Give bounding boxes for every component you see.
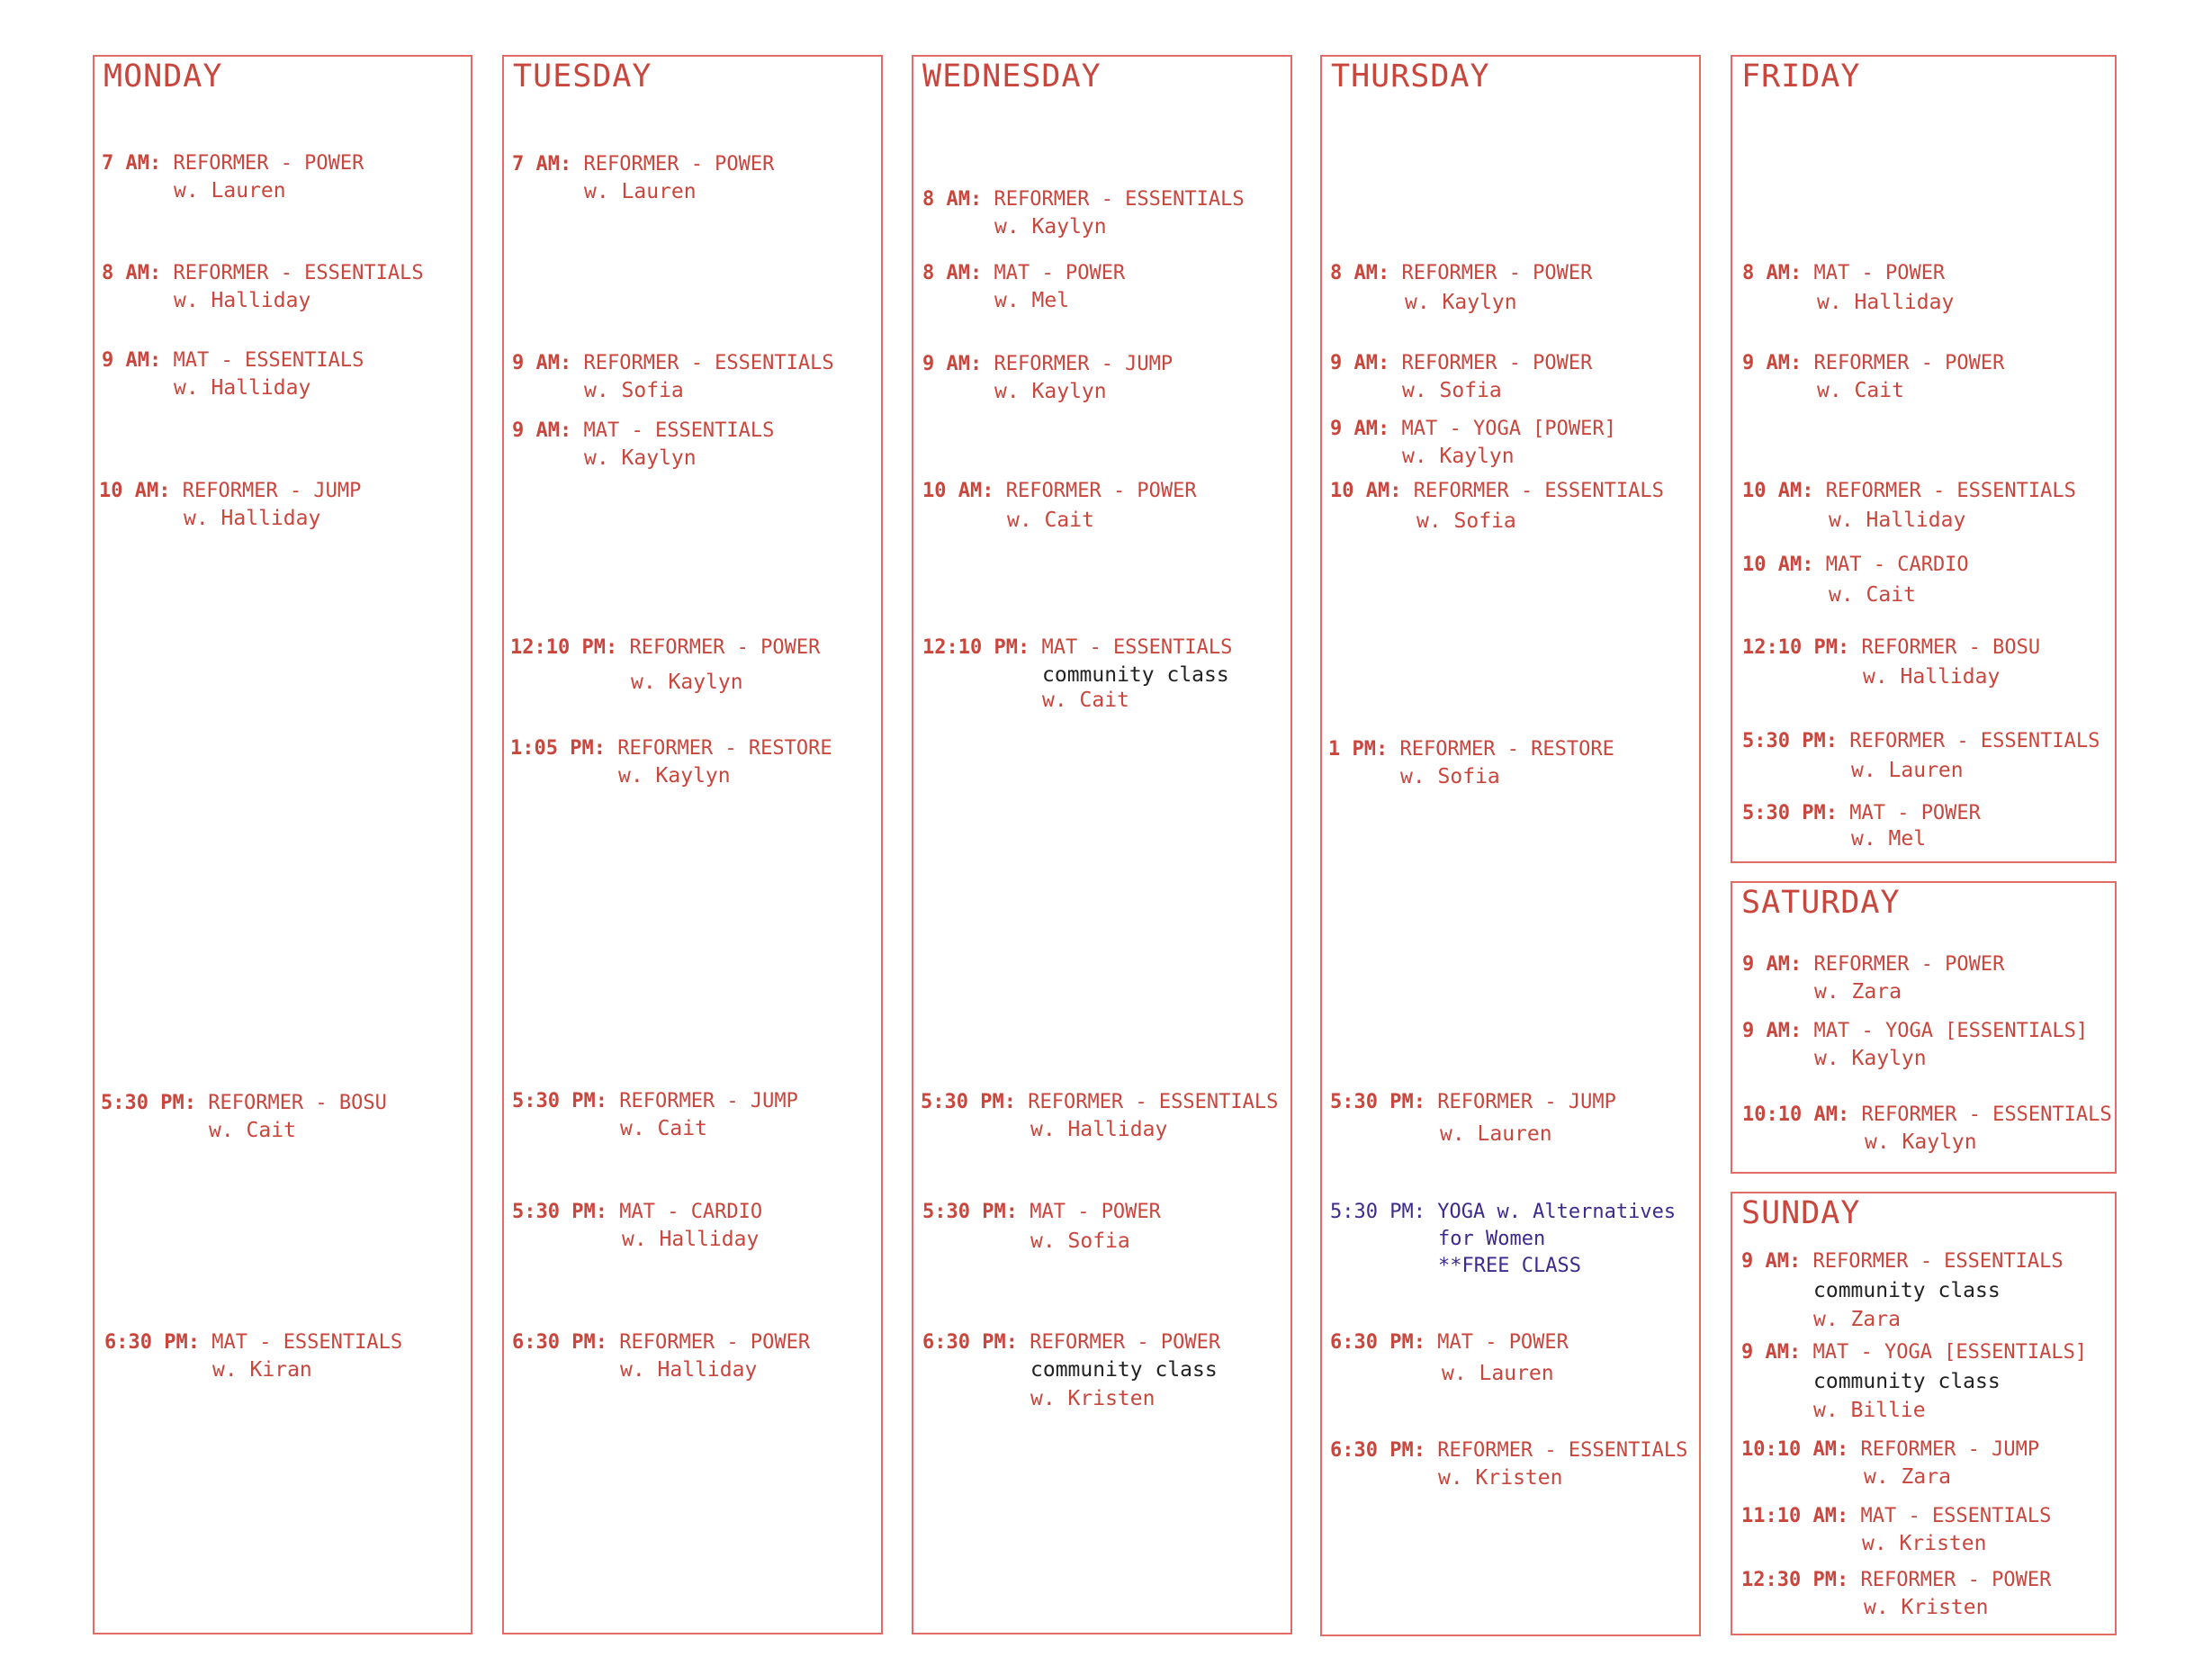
class-entry[interactable] xyxy=(102,260,424,314)
class-name: REFORMER - ESSENTIALS xyxy=(173,262,424,284)
class-entry[interactable] xyxy=(512,418,774,472)
class-time: 9 AM: xyxy=(1741,1250,1802,1273)
class-entry[interactable] xyxy=(102,347,364,401)
class-instructor: w. Kristen xyxy=(1864,1596,1989,1619)
class-time: 5:30 PM: xyxy=(922,1201,1018,1223)
class-time: 8 AM: xyxy=(922,188,983,211)
class-time: 12:30 PM: xyxy=(1741,1569,1849,1591)
class-time: 6:30 PM: xyxy=(922,1331,1018,1354)
class-instructor: w. Mel xyxy=(994,289,1070,312)
class-time: 6:30 PM: xyxy=(104,1331,200,1354)
class-entry[interactable] xyxy=(512,1199,762,1253)
class-entry[interactable] xyxy=(510,635,820,696)
class-instructor: w. Kaylyn xyxy=(1405,291,1517,314)
class-instructor: w. Kristen xyxy=(1438,1466,1563,1490)
class-note: community class xyxy=(1042,663,1229,687)
class-time: 5:30 PM: xyxy=(1330,1091,1425,1113)
class-time: 12:10 PM: xyxy=(1742,636,1850,659)
class-time: 9 AM: xyxy=(102,349,162,372)
day-column-sunday xyxy=(1731,1192,2117,1635)
class-entry[interactable] xyxy=(1742,1102,2112,1156)
class-note: community class xyxy=(1030,1358,1218,1382)
class-name: REFORMER - POWER xyxy=(1813,953,2005,976)
class-instructor: w. Lauren xyxy=(584,180,697,203)
day-column-monday xyxy=(93,55,472,1634)
class-instructor: w. Zara xyxy=(1864,1465,1951,1489)
class-instructor: w. Lauren xyxy=(1442,1362,1554,1385)
class-entry[interactable] xyxy=(1742,800,1981,852)
class-entry[interactable] xyxy=(1742,951,2004,1005)
class-time: 5:30 PM: xyxy=(512,1090,607,1112)
class-instructor: w. Zara xyxy=(1813,1308,1901,1331)
class-time: 9 AM: xyxy=(512,419,572,442)
class-entry[interactable] xyxy=(922,186,1245,240)
class-time: 10 AM: xyxy=(1330,480,1402,502)
class-time: 9 AM: xyxy=(1330,352,1390,374)
class-time: 7 AM: xyxy=(512,153,572,176)
class-instructor: w. Billie xyxy=(1813,1399,1926,1422)
class-name: REFORMER - POWER xyxy=(1813,352,2005,374)
class-entry[interactable] xyxy=(512,1088,798,1142)
class-entry[interactable] xyxy=(512,350,834,404)
day-title: WEDNESDAY xyxy=(922,59,1102,95)
class-name: MAT - YOGA [POWER] xyxy=(1401,418,1616,440)
class-instructor: w. Cait xyxy=(1817,379,1904,402)
class-name: YOGA w. Alternatives xyxy=(1437,1201,1677,1223)
class-entry-special[interactable] xyxy=(1330,1199,1676,1280)
class-entry[interactable] xyxy=(922,260,1125,314)
class-name: MAT - YOGA [ESSENTIALS] xyxy=(1813,1020,2089,1042)
class-entry[interactable] xyxy=(510,735,832,789)
class-entry[interactable] xyxy=(99,478,361,532)
class-instructor: w. Kristen xyxy=(1862,1532,1987,1555)
class-entry[interactable] xyxy=(1741,1436,2039,1490)
class-entry[interactable] xyxy=(1330,350,1592,404)
class-note: community class xyxy=(1813,1370,2001,1393)
class-name: REFORMER - POWER xyxy=(629,636,821,659)
class-entry[interactable] xyxy=(1741,1567,2051,1621)
class-time: 9 AM: xyxy=(1742,352,1803,374)
class-entry[interactable] xyxy=(922,351,1173,405)
day-column-saturday xyxy=(1731,881,2117,1174)
class-name: MAT - ESSENTIALS xyxy=(211,1331,403,1354)
class-name: REFORMER - ESSENTIALS xyxy=(1028,1091,1279,1113)
class-entry[interactable] xyxy=(922,1199,1161,1255)
class-entry[interactable] xyxy=(1330,478,1664,535)
class-time: 6:30 PM: xyxy=(512,1331,607,1354)
class-name: REFORMER - ESSENTIALS xyxy=(1849,730,2100,752)
class-name: REFORMER - JUMP xyxy=(994,353,1173,375)
class-time: 10 AM: xyxy=(99,480,171,502)
class-instructor: w. Halliday xyxy=(174,289,311,312)
class-entry[interactable] xyxy=(921,1089,1278,1143)
day-column-thursday xyxy=(1320,55,1701,1636)
class-instructor: w. Cait xyxy=(209,1119,296,1142)
class-instructor: w. Halliday xyxy=(1817,291,1955,314)
class-entry[interactable] xyxy=(1742,552,1969,608)
class-note: community class xyxy=(1813,1279,2001,1302)
class-time: 9 AM: xyxy=(1742,1020,1803,1042)
day-column-tuesday xyxy=(502,55,883,1634)
class-name: REFORMER - ESSENTIALS xyxy=(1825,480,2076,502)
class-name: REFORMER - POWER xyxy=(619,1331,811,1354)
class-entry[interactable] xyxy=(1741,1503,2051,1557)
class-instructor: w. Cait xyxy=(1007,509,1094,532)
class-entry[interactable] xyxy=(922,635,1232,714)
class-entry[interactable] xyxy=(922,1329,1220,1412)
class-entry[interactable] xyxy=(1742,1018,2088,1072)
class-name: REFORMER - ESSENTIALS xyxy=(1861,1103,2112,1126)
class-time: 8 AM: xyxy=(102,262,162,284)
class-instructor: w. Kaylyn xyxy=(1402,445,1515,468)
class-entry[interactable] xyxy=(102,150,364,204)
class-name: MAT - POWER xyxy=(1849,802,1981,824)
class-name: REFORMER - BOSU xyxy=(1861,636,2041,659)
class-instructor: w. Kaylyn xyxy=(631,671,743,694)
class-time: 9 AM: xyxy=(512,352,572,374)
class-name: REFORMER - ESSENTIALS xyxy=(1437,1439,1688,1462)
class-time: 6:30 PM: xyxy=(1330,1331,1425,1354)
day-title: SATURDAY xyxy=(1741,885,1901,921)
class-instructor: w. Cait xyxy=(1829,583,1916,607)
class-instructor: w. Halliday xyxy=(184,507,321,530)
class-name: MAT - ESSENTIALS xyxy=(583,419,775,442)
class-name: REFORMER - POWER xyxy=(173,152,364,175)
class-instructor: w. Halliday xyxy=(1863,665,2001,689)
class-instructor: w. Zara xyxy=(1814,980,1902,1004)
class-name: REFORMER - POWER xyxy=(1401,262,1593,284)
class-name: REFORMER - RESTORE xyxy=(1399,738,1614,761)
class-time: 10:10 AM: xyxy=(1741,1438,1849,1461)
class-time: 8 AM: xyxy=(1330,262,1390,284)
class-name: MAT - POWER xyxy=(994,262,1126,284)
class-name: MAT - ESSENTIALS xyxy=(173,349,364,372)
day-title: SUNDAY xyxy=(1741,1195,1861,1231)
class-name: MAT - ESSENTIALS xyxy=(1041,636,1233,659)
class-name: REFORMER - POWER xyxy=(1030,1331,1221,1354)
class-time: 9 AM: xyxy=(1742,953,1803,976)
class-time: 9 AM: xyxy=(1741,1341,1802,1364)
class-entry[interactable] xyxy=(512,1329,810,1383)
day-column-friday xyxy=(1731,55,2117,863)
day-column-wednesday xyxy=(912,55,1292,1634)
class-entry[interactable] xyxy=(1328,736,1614,790)
class-entry[interactable] xyxy=(1330,260,1592,316)
class-entry[interactable] xyxy=(512,151,774,205)
class-name: REFORMER - ESSENTIALS xyxy=(1413,480,1664,502)
class-name: REFORMER - BOSU xyxy=(208,1092,387,1114)
class-name: REFORMER - POWER xyxy=(1401,352,1593,374)
day-title: FRIDAY xyxy=(1741,59,1861,95)
class-name: REFORMER - JUMP xyxy=(1860,1438,2040,1461)
class-instructor: w. Mel xyxy=(1851,827,1927,851)
class-entry[interactable] xyxy=(1741,1339,2087,1424)
class-entry[interactable] xyxy=(104,1329,402,1383)
free-class-label: **FREE CLASS xyxy=(1438,1255,1581,1277)
class-entry[interactable] xyxy=(1330,1089,1616,1148)
class-instructor: w. Kristen xyxy=(1030,1387,1155,1410)
class-time: 7 AM: xyxy=(102,152,162,175)
class-instructor: w. Kaylyn xyxy=(994,380,1107,403)
class-time: 5:30 PM: xyxy=(921,1091,1016,1113)
class-instructor: w. Kiran xyxy=(212,1358,312,1382)
class-instructor: w. Kaylyn xyxy=(1814,1047,1927,1070)
class-name: REFORMER - ESSENTIALS xyxy=(583,352,834,374)
class-instructor: w. Sofia xyxy=(1416,509,1516,533)
class-time: 10 AM: xyxy=(1742,554,1814,576)
class-instructor: w. Halliday xyxy=(622,1228,760,1251)
class-entry[interactable] xyxy=(1742,478,2076,534)
class-entry[interactable] xyxy=(1742,728,2100,784)
class-time: 5:30 PM: xyxy=(1742,802,1838,824)
class-instructor: w. Sofia xyxy=(1400,765,1500,788)
day-title: THURSDAY xyxy=(1331,59,1490,95)
class-name-continued: for Women xyxy=(1438,1228,1546,1250)
class-instructor: w. Halliday xyxy=(620,1358,758,1382)
class-name: MAT - YOGA [ESSENTIALS] xyxy=(1812,1341,2088,1364)
class-entry[interactable] xyxy=(1742,260,1954,316)
class-instructor: w. Cait xyxy=(1042,689,1129,712)
day-title: MONDAY xyxy=(103,59,223,95)
class-name: MAT - POWER xyxy=(1813,262,1946,284)
class-time: 10 AM: xyxy=(1742,480,1814,502)
class-instructor: w. Kaylyn xyxy=(618,764,731,788)
class-name: REFORMER - JUMP xyxy=(182,480,362,502)
class-entry[interactable] xyxy=(1330,1437,1687,1491)
class-entry[interactable] xyxy=(1330,416,1616,470)
class-instructor: w. Halliday xyxy=(174,376,311,400)
class-name: REFORMER - JUMP xyxy=(1437,1091,1616,1113)
class-time: 1 PM: xyxy=(1328,738,1389,761)
class-name: MAT - POWER xyxy=(1030,1201,1161,1223)
day-title: TUESDAY xyxy=(513,59,652,95)
class-time: 9 AM: xyxy=(922,353,983,375)
class-instructor: w. Sofia xyxy=(1030,1229,1130,1253)
class-name: MAT - CARDIO xyxy=(619,1201,763,1223)
class-instructor: w. Kaylyn xyxy=(584,446,697,470)
class-entry[interactable] xyxy=(1330,1329,1569,1387)
class-time: 11:10 AM: xyxy=(1741,1505,1849,1527)
class-entry[interactable] xyxy=(922,478,1197,534)
class-name: MAT - CARDIO xyxy=(1825,554,1969,576)
class-name: REFORMER - POWER xyxy=(1860,1569,2052,1591)
class-name: REFORMER - POWER xyxy=(1005,480,1197,502)
class-name: REFORMER - JUMP xyxy=(619,1090,798,1112)
class-time: 5:30 PM: xyxy=(1742,730,1838,752)
class-instructor: w. Cait xyxy=(620,1117,707,1140)
class-instructor: w. Halliday xyxy=(1030,1118,1168,1141)
class-entry[interactable] xyxy=(101,1090,387,1144)
class-time: 10 AM: xyxy=(922,480,994,502)
class-name: REFORMER - ESSENTIALS xyxy=(994,188,1245,211)
class-time: 8 AM: xyxy=(1742,262,1803,284)
class-instructor: w. Lauren xyxy=(1851,759,1964,782)
class-time: 12:10 PM: xyxy=(510,636,618,659)
class-instructor: w. Sofia xyxy=(1402,379,1502,402)
class-time: 10:10 AM: xyxy=(1742,1103,1850,1126)
class-instructor: w. Sofia xyxy=(584,379,684,402)
class-time: 5:30 PM: xyxy=(512,1201,607,1223)
class-name: REFORMER - ESSENTIALS xyxy=(1812,1250,2064,1273)
class-instructor: w. Kaylyn xyxy=(1865,1130,1977,1154)
class-instructor: w. Lauren xyxy=(174,179,286,203)
class-time: 1:05 PM: xyxy=(510,737,606,760)
class-time: 8 AM: xyxy=(922,262,983,284)
class-time: 12:10 PM: xyxy=(922,636,1030,659)
class-entry[interactable] xyxy=(1742,350,2004,404)
class-entry[interactable] xyxy=(1742,635,2040,690)
class-name: MAT - POWER xyxy=(1437,1331,1569,1354)
class-name: MAT - ESSENTIALS xyxy=(1860,1505,2052,1527)
class-name: REFORMER - RESTORE xyxy=(617,737,832,760)
class-name: REFORMER - POWER xyxy=(583,153,775,176)
class-entry[interactable] xyxy=(1741,1248,2064,1333)
class-time: 5:30 PM: xyxy=(1330,1201,1425,1223)
class-time: 6:30 PM: xyxy=(1330,1439,1425,1462)
class-time: 9 AM: xyxy=(1330,418,1390,440)
class-instructor: w. Kaylyn xyxy=(994,215,1107,239)
class-time: 5:30 PM: xyxy=(101,1092,196,1114)
class-instructor: w. Lauren xyxy=(1440,1122,1552,1146)
class-instructor: w. Halliday xyxy=(1829,509,1966,532)
